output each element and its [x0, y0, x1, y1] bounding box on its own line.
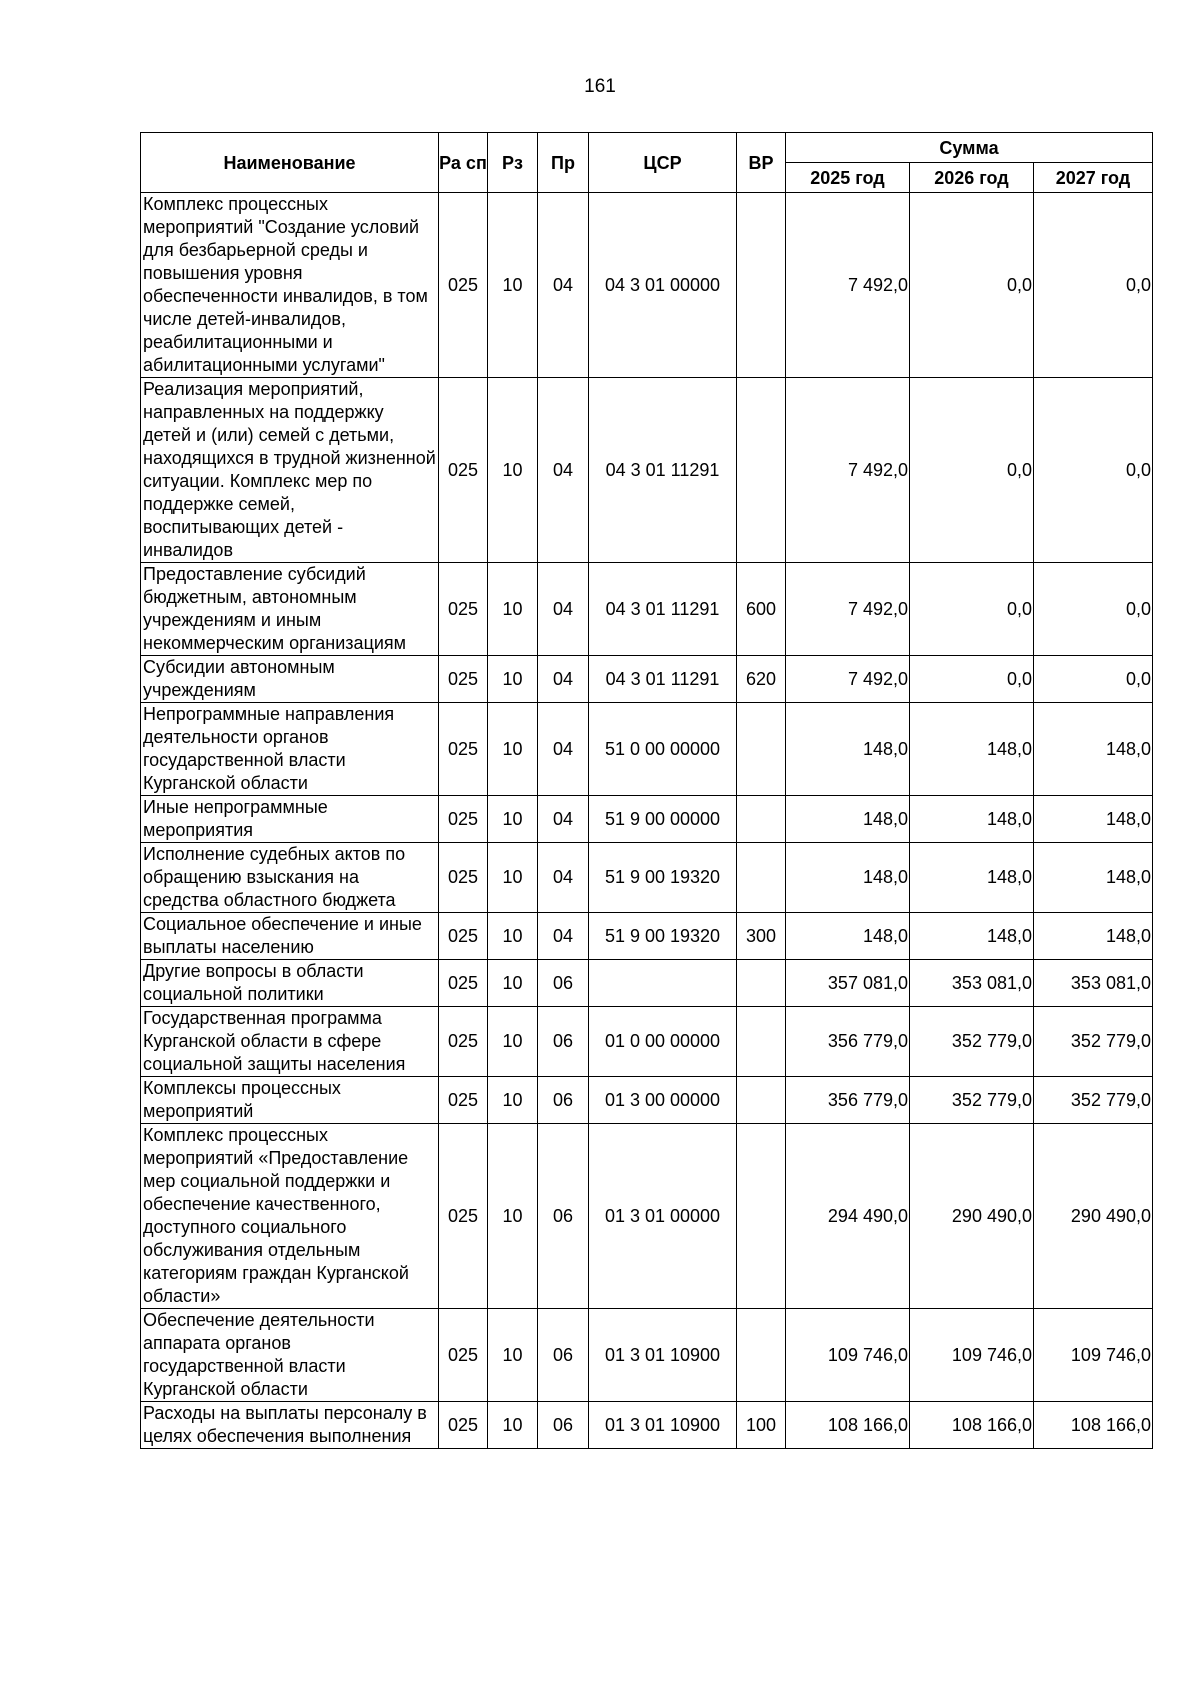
cell-vr [737, 378, 786, 563]
cell-rz: 10 [488, 703, 538, 796]
cell-y2025: 148,0 [786, 796, 910, 843]
cell-csr: 01 3 01 00000 [589, 1124, 737, 1309]
cell-csr: 04 3 01 11291 [589, 656, 737, 703]
header-sum: Сумма [786, 133, 1153, 163]
cell-csr: 51 9 00 00000 [589, 796, 737, 843]
cell-pr: 04 [538, 796, 589, 843]
cell-y2027: 148,0 [1034, 703, 1153, 796]
cell-pr: 04 [538, 843, 589, 913]
table-row [141, 843, 1153, 913]
cell-name: Комплекс процессных мероприятий "Создание условий для безбарьерной среды и повышения уровня обеспеченности инвалидов, в том числе детей-инвалидов, реабилитационными и абилитационными услугами" [141, 193, 439, 378]
cell-pr: 06 [538, 960, 589, 1007]
table-body [141, 193, 1153, 1449]
cell-name: Реализация мероприятий, направленных на поддержку детей и (или) семей с детьми, находящихся в трудной жизненной ситуации. Комплекс мер по поддержке семей, воспитывающих детей - инвалидов [141, 378, 439, 563]
header-csr: ЦСР [589, 133, 737, 193]
cell-rasp: 025 [439, 1007, 488, 1077]
cell-name: Субсидии автономным учреждениям [141, 656, 439, 703]
cell-rz: 10 [488, 1124, 538, 1309]
cell-vr [737, 1124, 786, 1309]
cell-rasp: 025 [439, 656, 488, 703]
cell-vr [737, 193, 786, 378]
table-row [141, 378, 1153, 563]
cell-y2025: 357 081,0 [786, 960, 910, 1007]
cell-name: Комплексы процессных мероприятий [141, 1077, 439, 1124]
cell-rz: 10 [488, 843, 538, 913]
cell-rasp: 025 [439, 960, 488, 1007]
cell-name: Непрограммные направления деятельности органов государственной власти Курганской области [141, 703, 439, 796]
cell-y2025: 356 779,0 [786, 1007, 910, 1077]
cell-y2027: 0,0 [1034, 378, 1153, 563]
cell-y2025: 7 492,0 [786, 656, 910, 703]
table-row [141, 563, 1153, 656]
header-2026: 2026 год [910, 163, 1034, 193]
cell-pr: 06 [538, 1077, 589, 1124]
cell-y2027: 290 490,0 [1034, 1124, 1153, 1309]
cell-csr: 51 9 00 19320 [589, 913, 737, 960]
cell-name: Иные непрограммные мероприятия [141, 796, 439, 843]
header-rz: Рз [488, 133, 538, 193]
cell-y2027: 148,0 [1034, 843, 1153, 913]
cell-rz: 10 [488, 1402, 538, 1449]
cell-vr [737, 1309, 786, 1402]
cell-rasp: 025 [439, 1402, 488, 1449]
cell-y2025: 109 746,0 [786, 1309, 910, 1402]
cell-csr: 01 3 01 10900 [589, 1402, 737, 1449]
cell-name: Предоставление субсидий бюджетным, автономным учреждениям и иным некоммерческим организациям [141, 563, 439, 656]
cell-y2026: 148,0 [910, 796, 1034, 843]
cell-rz: 10 [488, 1309, 538, 1402]
cell-y2025: 148,0 [786, 913, 910, 960]
cell-y2026: 0,0 [910, 656, 1034, 703]
cell-csr: 51 9 00 19320 [589, 843, 737, 913]
table-row [141, 796, 1153, 843]
table-row [141, 1402, 1153, 1449]
table-row [141, 1007, 1153, 1077]
cell-pr: 04 [538, 193, 589, 378]
cell-y2027: 148,0 [1034, 913, 1153, 960]
cell-pr: 06 [538, 1309, 589, 1402]
budget-table [140, 132, 1153, 1449]
table-row [141, 656, 1153, 703]
cell-y2025: 148,0 [786, 843, 910, 913]
cell-pr: 06 [538, 1124, 589, 1309]
cell-y2027: 0,0 [1034, 193, 1153, 378]
cell-rasp: 025 [439, 193, 488, 378]
cell-vr [737, 1077, 786, 1124]
cell-csr: 01 3 01 10900 [589, 1309, 737, 1402]
cell-pr: 04 [538, 378, 589, 563]
cell-name: Государственная программа Курганской области в сфере социальной защиты населения [141, 1007, 439, 1077]
cell-vr: 100 [737, 1402, 786, 1449]
cell-rasp: 025 [439, 913, 488, 960]
header-name: Наименование [141, 133, 439, 193]
cell-name: Обеспечение деятельности аппарата органов государственной власти Курганской области [141, 1309, 439, 1402]
cell-csr: 04 3 01 11291 [589, 378, 737, 563]
cell-y2025: 7 492,0 [786, 193, 910, 378]
cell-y2025: 294 490,0 [786, 1124, 910, 1309]
cell-vr: 600 [737, 563, 786, 656]
cell-rz: 10 [488, 656, 538, 703]
cell-vr: 300 [737, 913, 786, 960]
cell-y2026: 148,0 [910, 703, 1034, 796]
cell-y2026: 0,0 [910, 563, 1034, 656]
cell-y2027: 109 746,0 [1034, 1309, 1153, 1402]
cell-y2027: 108 166,0 [1034, 1402, 1153, 1449]
cell-rz: 10 [488, 1077, 538, 1124]
cell-y2026: 108 166,0 [910, 1402, 1034, 1449]
cell-rz: 10 [488, 563, 538, 656]
cell-name: Другие вопросы в области социальной политики [141, 960, 439, 1007]
cell-rasp: 025 [439, 1077, 488, 1124]
table-row [141, 703, 1153, 796]
cell-vr [737, 960, 786, 1007]
cell-y2027: 352 779,0 [1034, 1007, 1153, 1077]
cell-y2026: 353 081,0 [910, 960, 1034, 1007]
table-row [141, 913, 1153, 960]
cell-rz: 10 [488, 960, 538, 1007]
cell-csr: 01 3 00 00000 [589, 1077, 737, 1124]
cell-pr: 04 [538, 656, 589, 703]
table-row [141, 1124, 1153, 1309]
cell-rz: 10 [488, 193, 538, 378]
header-2027: 2027 год [1034, 163, 1153, 193]
cell-vr [737, 796, 786, 843]
cell-pr: 04 [538, 913, 589, 960]
cell-y2027: 353 081,0 [1034, 960, 1153, 1007]
cell-pr: 04 [538, 703, 589, 796]
table-row [141, 193, 1153, 378]
cell-y2027: 148,0 [1034, 796, 1153, 843]
cell-y2025: 7 492,0 [786, 563, 910, 656]
cell-y2025: 108 166,0 [786, 1402, 910, 1449]
cell-y2026: 148,0 [910, 913, 1034, 960]
cell-name: Исполнение судебных актов по обращению взыскания на средства областного бюджета [141, 843, 439, 913]
cell-pr: 06 [538, 1402, 589, 1449]
cell-csr: 04 3 01 11291 [589, 563, 737, 656]
cell-y2026: 109 746,0 [910, 1309, 1034, 1402]
cell-y2025: 7 492,0 [786, 378, 910, 563]
cell-vr [737, 703, 786, 796]
cell-y2026: 352 779,0 [910, 1007, 1034, 1077]
cell-rz: 10 [488, 378, 538, 563]
cell-rasp: 025 [439, 563, 488, 656]
cell-rz: 10 [488, 913, 538, 960]
cell-y2026: 290 490,0 [910, 1124, 1034, 1309]
table-row [141, 960, 1153, 1007]
cell-y2027: 0,0 [1034, 563, 1153, 656]
cell-vr [737, 1007, 786, 1077]
cell-pr: 04 [538, 563, 589, 656]
cell-csr: 04 3 01 00000 [589, 193, 737, 378]
header-rasp: Ра сп [439, 133, 488, 193]
header-pr: Пр [538, 133, 589, 193]
page-number: 161 [584, 76, 616, 97]
cell-name: Социальное обеспечение и иные выплаты населению [141, 913, 439, 960]
cell-y2026: 148,0 [910, 843, 1034, 913]
cell-name: Расходы на выплаты персоналу в целях обеспечения выполнения [141, 1402, 439, 1449]
cell-rasp: 025 [439, 843, 488, 913]
cell-vr: 620 [737, 656, 786, 703]
cell-rz: 10 [488, 796, 538, 843]
cell-y2026: 0,0 [910, 378, 1034, 563]
cell-pr: 06 [538, 1007, 589, 1077]
cell-rasp: 025 [439, 796, 488, 843]
table-row [141, 1077, 1153, 1124]
cell-y2026: 0,0 [910, 193, 1034, 378]
cell-y2025: 148,0 [786, 703, 910, 796]
cell-rasp: 025 [439, 1309, 488, 1402]
cell-y2026: 352 779,0 [910, 1077, 1034, 1124]
cell-rz: 10 [488, 1007, 538, 1077]
cell-y2027: 0,0 [1034, 656, 1153, 703]
cell-csr [589, 960, 737, 1007]
cell-csr: 51 0 00 00000 [589, 703, 737, 796]
cell-name: Комплекс процессных мероприятий «Предоставление мер социальной поддержки и обеспечение качественного, доступного социального обслуживания отдельным категориям граждан Курганской области» [141, 1124, 439, 1309]
header-vr: ВР [737, 133, 786, 193]
table-row [141, 1309, 1153, 1402]
cell-csr: 01 0 00 00000 [589, 1007, 737, 1077]
cell-y2025: 356 779,0 [786, 1077, 910, 1124]
cell-rasp: 025 [439, 703, 488, 796]
cell-rasp: 025 [439, 1124, 488, 1309]
header-2025: 2025 год [786, 163, 910, 193]
cell-rasp: 025 [439, 378, 488, 563]
cell-vr [737, 843, 786, 913]
cell-y2027: 352 779,0 [1034, 1077, 1153, 1124]
